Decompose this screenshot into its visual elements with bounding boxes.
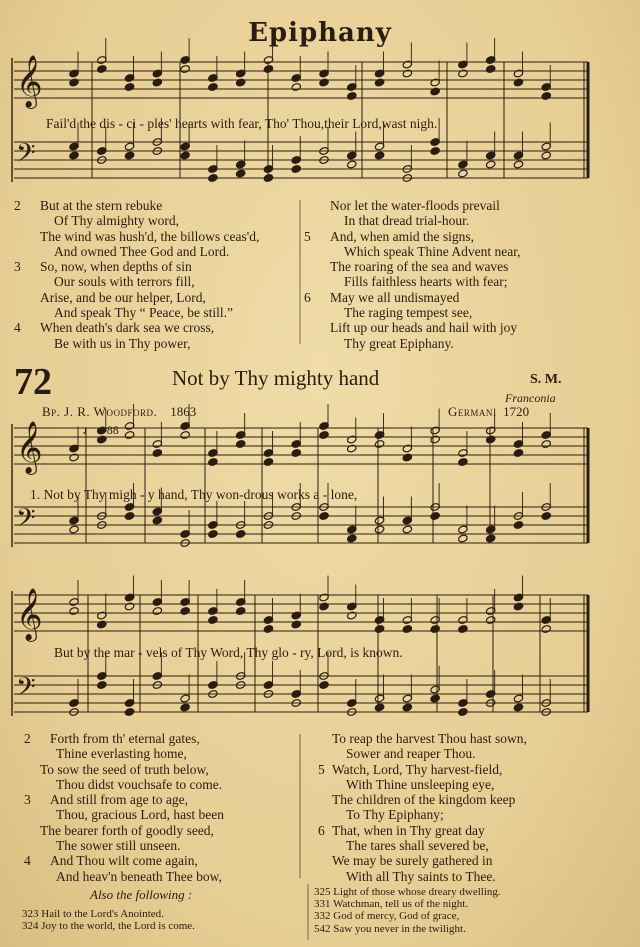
note-head (402, 625, 412, 634)
note-head (374, 440, 384, 449)
note-head (319, 78, 329, 87)
note-head (485, 534, 495, 543)
treble-clef: 𝄞 (16, 420, 43, 473)
note-head (541, 625, 551, 634)
note-head (208, 458, 218, 467)
hymn-b-lyric-1: 1. Not by Thy migh - y hand, Thy won-drous works a - lone, (30, 487, 358, 502)
note-head (180, 607, 190, 616)
note-head (124, 151, 134, 160)
note-head (374, 78, 384, 87)
note-head (124, 83, 134, 92)
note-head (347, 534, 357, 543)
hymn-a-verses-right (304, 198, 624, 351)
note-head (513, 703, 523, 712)
note-head (374, 625, 384, 634)
note-head (235, 530, 245, 539)
note-head (541, 512, 551, 521)
note-head (291, 620, 301, 629)
note-head (374, 151, 384, 160)
verse-4-cont: Nor let the water-floods prevail In that dread trial-hour. (330, 198, 500, 229)
note-head (124, 431, 134, 440)
verse-5: 5 Watch, Lord, Thy harvest-field, With Thine unsleeping eye, The children of the kingdom keep To Thy Epiphany; (318, 761, 516, 823)
verse-3: 3 And still from age to age, Thou, gracious Lord, hast been The bearer forth of goodly seed, The sower still unseen. (24, 792, 224, 854)
note-head (319, 512, 329, 521)
note-head (263, 65, 273, 74)
note-head (458, 534, 468, 543)
list-item: 542 Saw you never in the twilight. (314, 922, 466, 935)
list-item: 323 Hail to the Lord's Anointed. (22, 908, 164, 920)
verse-3: 3 So, now, when depths of sin Our souls with terrors fill, Arise, and be our helper, Lord, And speak Thy “ Peace, be still.” (14, 259, 233, 321)
note-head (208, 83, 218, 92)
author-credit: Bp. J. R. Woodford. 1863 (42, 404, 197, 419)
note-head (69, 525, 79, 534)
note-head (458, 625, 468, 634)
note-head (402, 69, 412, 78)
note-head (124, 708, 134, 717)
note-head (513, 78, 523, 87)
hymn-title: Not by Thy mighty hand (172, 366, 380, 390)
also-list-right (314, 886, 501, 935)
list-item: 325 Light of those whose dreary dwelling. (314, 886, 501, 898)
bass-clef: 𝄢 (16, 504, 36, 539)
note-head (69, 151, 79, 160)
note-head (458, 458, 468, 467)
note-head (180, 431, 190, 440)
hymn-a-lyric: Fail'd the dis - ci - ples' hearts with fear, Tho' Thou,their Lord,wast nigh. (46, 116, 438, 131)
hymn-a-verses-left (14, 198, 304, 351)
note-head (402, 703, 412, 712)
treble-clef: 𝄞 (16, 54, 43, 107)
hymn-b-lyric-2: But by the mar - vels of Thy Word, Thy glo - ry, Lord, is known. (54, 645, 403, 660)
note-head (235, 78, 245, 87)
note-head (347, 92, 357, 101)
note-head (458, 708, 468, 717)
hymn-b-verses-left (24, 731, 304, 884)
note-head (180, 703, 190, 712)
verse-2: 2 But at the stern rebuke Of Thy almighty word, The wind was hush'd, the billows ceas'd, And owned Thee God and Lord. (14, 198, 260, 259)
also-following-heading: Also the following : (90, 887, 193, 902)
note-head (513, 521, 523, 530)
note-head (430, 147, 440, 156)
verse-6: 6 That, when in Thy great day The tares shall severed be, We may be surely gathered in With all Thy saints to Thee. (318, 822, 496, 884)
note-head (291, 165, 301, 174)
note-head (319, 602, 329, 611)
note-head (319, 681, 329, 690)
list-item: 332 God of mercy, God of grace, (314, 910, 460, 923)
composer-credit: German. 1720 (448, 404, 530, 419)
section-title: Epiphany (248, 18, 392, 48)
note-head (319, 431, 329, 440)
note-head (430, 435, 440, 444)
note-head (430, 694, 440, 703)
note-head (97, 681, 107, 690)
hymn-b-verses-right (306, 731, 626, 884)
note-head (124, 512, 134, 521)
note-head (263, 174, 273, 183)
tune-name: Franconia (505, 391, 556, 405)
note-head (485, 160, 495, 169)
note-head (152, 516, 162, 525)
note-head (235, 607, 245, 616)
note-head (541, 151, 551, 160)
verse-6: 6 May we all undismayed The raging tempest see, Lift up our heads and hail with joy Thy great Epiphany. (304, 289, 518, 351)
note-head (430, 625, 440, 634)
note-head (485, 65, 495, 74)
note-head (513, 602, 523, 611)
note-head (458, 169, 468, 178)
note-head (152, 78, 162, 87)
note-head (152, 607, 162, 616)
note-head (69, 453, 79, 462)
note-head (485, 435, 495, 444)
note-head (263, 625, 273, 634)
note-head (180, 65, 190, 74)
note-head (541, 92, 551, 101)
note-head (208, 174, 218, 183)
verse-4: 4 And Thou wilt come again, And heav'n beneath Thee bow, (24, 853, 222, 884)
note-head (291, 83, 301, 92)
note-head (291, 449, 301, 458)
list-item: 331 Watchman, tell us of the night. (314, 898, 469, 911)
note-head (97, 620, 107, 629)
note-head (152, 449, 162, 458)
note-head (402, 525, 412, 534)
note-head (347, 160, 357, 169)
bass-clef: 𝄢 (16, 139, 36, 174)
note-head (235, 169, 245, 178)
tempo-marking: ♩ = 88 (82, 423, 119, 437)
bass-clef: 𝄢 (16, 673, 36, 708)
note-head (124, 602, 134, 611)
note-head (374, 525, 384, 534)
note-head (208, 530, 218, 539)
note-head (180, 151, 190, 160)
note-head (69, 78, 79, 87)
list-item: 324 Joy to the world, the Lord is come. (22, 920, 195, 933)
note-head (374, 703, 384, 712)
note-head (235, 440, 245, 449)
note-head (347, 444, 357, 453)
note-head (430, 512, 440, 521)
verse-2: 2 Forth from th' eternal gates, Thine everlasting home, To sow the seed of truth below, Thou didst vouchsafe to come. (24, 731, 223, 792)
note-head (263, 458, 273, 467)
note-head (97, 65, 107, 74)
note-head (430, 87, 440, 96)
note-head (485, 616, 495, 625)
note-head (69, 607, 79, 616)
note-head (347, 611, 357, 620)
verse-4: 4 When death's dark sea we cross, Be with us in Thy power, (14, 320, 215, 351)
verse-5: 5 And, when amid the signs, Which speak Thine Advent near, The roaring of the sea and waves Fills faithless hearts with fear; (304, 228, 521, 290)
note-head (513, 449, 523, 458)
note-head (402, 453, 412, 462)
hymn-meter: S. M. (530, 372, 562, 387)
note-head (513, 160, 523, 169)
note-head (208, 616, 218, 625)
hymn-number: 72 (14, 361, 52, 403)
note-head (541, 440, 551, 449)
treble-clef: 𝄞 (16, 587, 43, 640)
verse-4-cont: To reap the harvest Thou hast sown, Sower and reaper Thou. (332, 731, 527, 762)
note-head (458, 69, 468, 78)
also-list-left (22, 908, 195, 932)
